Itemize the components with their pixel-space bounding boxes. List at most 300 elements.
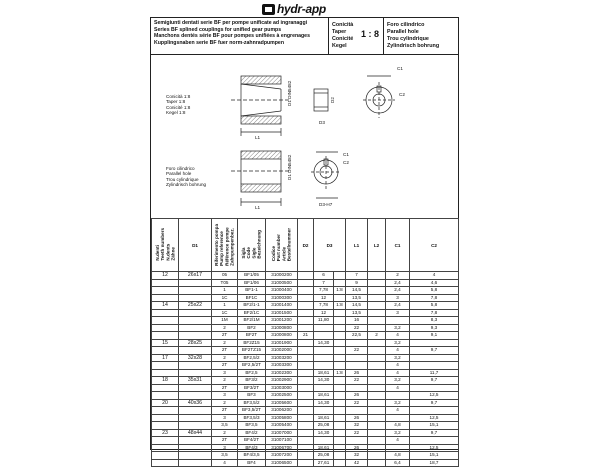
cell-l2	[368, 362, 386, 370]
cell-c2: 5,8	[410, 287, 459, 295]
cell-d2	[298, 347, 314, 355]
cell-teeth	[152, 392, 179, 400]
cell-l1: 26	[346, 444, 368, 452]
dim-d1-parallel: D1 DIN5482	[287, 154, 292, 180]
cell-pump: 1	[212, 287, 238, 295]
cell-l2	[368, 444, 386, 452]
cell-c1: 4	[386, 437, 410, 445]
cell-d3	[314, 437, 334, 445]
cell-d3: 7,78	[314, 287, 334, 295]
cell-taper	[334, 339, 346, 347]
cell-taper	[334, 272, 346, 280]
cell-teeth	[152, 279, 179, 287]
cell-taper	[334, 407, 346, 415]
cell-d3: 18,61	[314, 444, 334, 452]
cell-c2: 7,8	[410, 294, 459, 302]
cell-pump: 2T	[212, 347, 238, 355]
col-c2: C2	[410, 219, 459, 272]
cell-teeth	[152, 407, 179, 415]
cell-d2	[298, 302, 314, 310]
cell-teeth	[152, 347, 179, 355]
dim-l1-parallel: L1	[255, 205, 261, 210]
header-title-fr: Manchons dentés série BF pour pompes unifiées à engrenages	[154, 33, 310, 40]
table-row	[152, 452, 459, 460]
cell-l2	[368, 294, 386, 302]
cell-l2	[368, 279, 386, 287]
col-d3: D3	[314, 219, 346, 272]
cell-d3	[314, 354, 334, 362]
cell-l2	[368, 399, 386, 407]
cell-d3: 11,80	[314, 317, 334, 325]
cell-l2	[368, 287, 386, 295]
cell-pump: 2T	[212, 407, 238, 415]
brand-name: hydr-app	[277, 2, 326, 16]
table-row	[152, 272, 459, 280]
cell-c1	[386, 444, 410, 452]
cell-taper	[334, 429, 346, 437]
cell-teeth: 14	[152, 302, 179, 310]
cell-l2	[368, 392, 386, 400]
cell-d3: 14,30	[314, 377, 334, 385]
cell-teeth: 18	[152, 377, 179, 385]
cell-d1	[179, 437, 212, 445]
header-title-it: Semigiunti dentati serie BF per pompe unificate ad ingranaggi	[154, 20, 308, 26]
cell-l2	[368, 347, 386, 355]
cell-c1: 6,4	[386, 459, 410, 467]
table-row	[152, 444, 459, 452]
cell-l1	[346, 362, 368, 370]
cell-pump: 1C	[212, 294, 238, 302]
cell-code: 31002300	[266, 369, 298, 377]
cell-taper	[334, 294, 346, 302]
table-row	[152, 287, 459, 295]
cell-pump: 1M	[212, 317, 238, 325]
cell-taper	[334, 422, 346, 430]
cell-c2: 9,7	[410, 399, 459, 407]
cell-sigla: BF3	[238, 392, 266, 400]
cell-d2	[298, 279, 314, 287]
cell-code: 31000800	[266, 324, 298, 332]
cell-teeth	[152, 437, 179, 445]
cell-d1: 48x44	[179, 429, 212, 437]
cell-pump: 3	[212, 392, 238, 400]
cell-sigla: BF3,5/2	[238, 399, 266, 407]
cell-code: 31001900	[266, 339, 298, 347]
cell-d3: 25,08	[314, 452, 334, 460]
cell-sigla: BF2,5	[238, 369, 266, 377]
cell-c1: 3,2	[386, 324, 410, 332]
cell-d1	[179, 444, 212, 452]
cell-taper	[334, 279, 346, 287]
cell-c2: 9,7	[410, 347, 459, 355]
dim-c1-parallel: C1	[343, 152, 349, 157]
taper-ratio: 1 : 8	[360, 29, 379, 39]
cell-code: 31002500	[266, 392, 298, 400]
cell-d3: 12	[314, 309, 334, 317]
cell-l1	[346, 354, 368, 362]
cell-d1	[179, 392, 212, 400]
cell-c1: 4	[386, 407, 410, 415]
cell-c1	[386, 317, 410, 325]
cell-pump: 2T	[212, 384, 238, 392]
cell-teeth	[152, 414, 179, 422]
cell-pump: 3	[212, 414, 238, 422]
cell-d2	[298, 354, 314, 362]
cell-l1: 32	[346, 452, 368, 460]
header-title-en: Series BF splined couplings for unified gear pumps	[154, 26, 282, 33]
cell-d2	[298, 317, 314, 325]
cell-l1: 26	[346, 369, 368, 377]
cell-c1: 3	[386, 309, 410, 317]
cell-d2	[298, 294, 314, 302]
cell-d1	[179, 332, 212, 340]
cell-taper: 1:8	[334, 369, 346, 377]
table-row	[152, 377, 459, 385]
cell-code: 31001400	[266, 302, 298, 310]
cell-pump: 2T	[212, 362, 238, 370]
cell-taper	[334, 354, 346, 362]
table-row	[152, 332, 459, 340]
cell-sigla: BF4	[238, 459, 266, 467]
cell-c1: 2	[386, 272, 410, 280]
cell-pump: 1	[212, 302, 238, 310]
logo-mark-icon	[262, 4, 275, 15]
cell-sigla: BF2	[238, 324, 266, 332]
cell-teeth: 15	[152, 339, 179, 347]
table-body	[152, 272, 459, 467]
technical-drawing	[151, 56, 458, 218]
col-d2: D2	[298, 219, 314, 272]
cell-l1: 22	[346, 429, 368, 437]
cell-taper	[334, 459, 346, 467]
cell-c1: 2,4	[386, 302, 410, 310]
cell-c1: 4	[386, 362, 410, 370]
cell-d1	[179, 309, 212, 317]
col-l1: L1	[346, 219, 368, 272]
dim-d1-taper: D1 DIN5482	[287, 80, 292, 106]
cell-d3: 14,30	[314, 429, 334, 437]
cell-d1: 25x22	[179, 302, 212, 310]
taper-fr: Conicité	[332, 36, 354, 42]
col-d1: D1	[179, 219, 212, 272]
cell-teeth	[152, 324, 179, 332]
cell-d1	[179, 294, 212, 302]
cell-c2: 12,5	[410, 444, 459, 452]
dim-d3-taper: D3	[319, 120, 325, 125]
cell-taper	[334, 384, 346, 392]
cell-l2	[368, 407, 386, 415]
cell-l1: 16	[346, 317, 368, 325]
cell-code: 31003200	[266, 354, 298, 362]
cell-sigla: BF3/2T	[238, 384, 266, 392]
cell-d3: 6	[314, 272, 334, 280]
cell-l1: 22,5	[346, 332, 368, 340]
cell-d3: 18,61	[314, 369, 334, 377]
cell-l2	[368, 377, 386, 385]
cell-l2	[368, 309, 386, 317]
cell-taper	[334, 317, 346, 325]
cell-pump: 3,5	[212, 422, 238, 430]
table-row	[152, 422, 459, 430]
cell-l1: 42	[346, 459, 368, 467]
table-row	[152, 407, 459, 415]
cell-d3: 7	[314, 279, 334, 287]
cell-d3: 14,30	[314, 339, 334, 347]
cell-teeth	[152, 384, 179, 392]
table-row	[152, 384, 459, 392]
cell-sigla: BF4/2	[238, 429, 266, 437]
taper-de: Kegel	[332, 43, 347, 49]
cell-taper	[334, 452, 346, 460]
cell-d3	[314, 347, 334, 355]
cell-sigla: BF2/1-1	[238, 302, 266, 310]
cell-code: 31006200	[266, 407, 298, 415]
cell-pump: 2T	[212, 437, 238, 445]
cell-l2	[368, 384, 386, 392]
cell-d3: 7,78	[314, 302, 334, 310]
cell-l2	[368, 354, 386, 362]
cell-c2	[410, 407, 459, 415]
cell-l1: 26	[346, 414, 368, 422]
cell-l2	[368, 452, 386, 460]
cell-sigla: BF2Z15	[238, 339, 266, 347]
cell-c2	[410, 339, 459, 347]
cell-l2: 2	[368, 332, 386, 340]
cell-pump: 3,5	[212, 452, 238, 460]
dim-c1-taper: C1	[397, 66, 403, 71]
cell-d1: 40x36	[179, 399, 212, 407]
cell-c1: 4	[386, 332, 410, 340]
parallel-hub-bottom-section	[241, 184, 281, 192]
cell-c2: 9,7	[410, 429, 459, 437]
cell-sigla: BF3,5/2T	[238, 407, 266, 415]
cell-l2	[368, 437, 386, 445]
cell-l1	[346, 384, 368, 392]
cell-sigla: BF3/2	[238, 377, 266, 385]
taper-en: Taper	[332, 29, 347, 35]
cell-sigla: BF1C	[238, 294, 266, 302]
cell-c1: 3,2	[386, 377, 410, 385]
cell-d1	[179, 384, 212, 392]
cell-c2: 4,6	[410, 279, 459, 287]
cell-sigla: BF2/1C	[238, 309, 266, 317]
cell-sigla: BF1/06	[238, 279, 266, 287]
dim-l1-taper: L1	[255, 135, 261, 140]
cell-l2	[368, 339, 386, 347]
cell-c2: 9,1	[410, 332, 459, 340]
cell-d1	[179, 362, 212, 370]
cell-code: 31001200	[266, 317, 298, 325]
cell-d1	[179, 407, 212, 415]
cell-teeth	[152, 332, 179, 340]
datasheet-page	[150, 17, 459, 465]
cell-c2: 5,8	[410, 302, 459, 310]
table-row	[152, 354, 459, 362]
cell-c2: 8,3	[410, 317, 459, 325]
cell-c1: 4,8	[386, 452, 410, 460]
cell-code: 31003300	[266, 362, 298, 370]
cell-c2: 12,5	[410, 414, 459, 422]
cell-d3	[314, 362, 334, 370]
cell-sigla: BF4/2T	[238, 437, 266, 445]
cell-l2	[368, 272, 386, 280]
cell-taper	[334, 347, 346, 355]
table-row	[152, 429, 459, 437]
cell-pump: T05	[212, 279, 238, 287]
cell-pump: 2	[212, 429, 238, 437]
cell-c1: 4,8	[386, 422, 410, 430]
dim-c2-taper: C2	[399, 92, 405, 97]
cell-l2	[368, 429, 386, 437]
cell-pump: 2T	[212, 332, 238, 340]
taper-key-view	[314, 89, 328, 111]
cell-c1: 4	[386, 347, 410, 355]
cell-code: 31000400	[266, 287, 298, 295]
cell-d2	[298, 437, 314, 445]
header-taper	[329, 18, 384, 54]
dim-c2-parallel: C2	[343, 160, 349, 165]
cell-l2	[368, 302, 386, 310]
cell-pump: 4	[212, 459, 238, 467]
cell-d2	[298, 309, 314, 317]
table-row	[152, 399, 459, 407]
cell-d3	[314, 384, 334, 392]
cell-c1	[386, 392, 410, 400]
header-title-de: Kupplingsnaben serie BF fuer norm-zahnradpumpen	[154, 39, 284, 46]
cell-teeth	[152, 452, 179, 460]
brand-logo	[262, 2, 326, 16]
cell-d1: 32x28	[179, 354, 212, 362]
cell-d2	[298, 444, 314, 452]
cell-pump: 2	[212, 354, 238, 362]
cell-c1: 2,4	[386, 287, 410, 295]
cell-d3	[314, 407, 334, 415]
cell-l1: 14,5	[346, 287, 368, 295]
table-header-row	[152, 219, 459, 272]
cell-c2: 4	[410, 272, 459, 280]
cell-c1	[386, 414, 410, 422]
cell-l2	[368, 324, 386, 332]
cell-c1: 2,4	[386, 279, 410, 287]
cell-d3: 27,61	[314, 459, 334, 467]
cell-sigla: BF4/3	[238, 444, 266, 452]
taper-it: Conicità	[332, 22, 354, 28]
parallel-fr: Trou cylindrique	[387, 36, 429, 42]
cell-l1: 13,5	[346, 309, 368, 317]
cell-c1: 3,2	[386, 399, 410, 407]
header-title-lines	[151, 18, 329, 54]
cell-taper	[334, 399, 346, 407]
cell-l1	[346, 339, 368, 347]
cell-d1: 26x17	[179, 272, 212, 280]
cell-d2	[298, 392, 314, 400]
col-part-number: Codice Part number Article Bestellnummer	[266, 219, 298, 272]
cell-pump: 2	[212, 324, 238, 332]
cell-d1	[179, 347, 212, 355]
cell-teeth	[152, 362, 179, 370]
parallel-drawing-label: Foro cilindrico Parallel hole Trou cylindrique Zylindrisch bohrung	[166, 166, 207, 188]
cell-pump: 3	[212, 369, 238, 377]
cell-code: 31002000	[266, 347, 298, 355]
table-row	[152, 309, 459, 317]
col-code: Sigla Code Sigle Bezeichnung	[238, 219, 266, 272]
cell-code: 31002900	[266, 377, 298, 385]
cell-c1: 4	[386, 369, 410, 377]
cell-c1: 3,2	[386, 429, 410, 437]
cell-d2	[298, 414, 314, 422]
cell-d3	[314, 324, 334, 332]
cell-teeth: 17	[152, 354, 179, 362]
cell-sigla: BF1-1	[238, 287, 266, 295]
cell-l1: 32	[346, 422, 368, 430]
cell-code: 31001500	[266, 309, 298, 317]
cell-d1	[179, 452, 212, 460]
taper-hub-bottom-section	[241, 116, 281, 124]
cell-d2	[298, 362, 314, 370]
cell-c2: 9,7	[410, 377, 459, 385]
cell-sigla: BF2/1M	[238, 317, 266, 325]
cell-c2: 15,1	[410, 452, 459, 460]
cell-teeth	[152, 309, 179, 317]
cell-code: 31003000	[266, 384, 298, 392]
cell-d3: 25,08	[314, 422, 334, 430]
cell-taper	[334, 362, 346, 370]
cell-d1: 35x31	[179, 377, 212, 385]
cell-taper	[334, 392, 346, 400]
cell-l1	[346, 437, 368, 445]
cell-c1: 3,2	[386, 339, 410, 347]
cell-code: 31005400	[266, 422, 298, 430]
cell-code: 31005600	[266, 399, 298, 407]
cell-sigla: BF3,5/3	[238, 414, 266, 422]
table-row	[152, 392, 459, 400]
col-l2: L2	[368, 219, 386, 272]
cell-d2	[298, 429, 314, 437]
drawing-svg	[151, 56, 458, 218]
cell-code: 31005800	[266, 414, 298, 422]
cell-d2	[298, 459, 314, 467]
cell-l1: 22	[346, 399, 368, 407]
cell-d2	[298, 272, 314, 280]
cell-d2: 21	[298, 332, 314, 340]
parallel-it: Foro cilindrico	[387, 22, 425, 28]
cell-d2	[298, 384, 314, 392]
cell-taper	[334, 324, 346, 332]
cell-c2: 12,5	[410, 392, 459, 400]
cell-pump: 1C	[212, 309, 238, 317]
cell-l1: 26	[346, 392, 368, 400]
cell-c2: 15,1	[410, 422, 459, 430]
cell-l2	[368, 422, 386, 430]
cell-l1: 13,5	[346, 294, 368, 302]
cell-c2	[410, 437, 459, 445]
cell-d1	[179, 287, 212, 295]
cell-l1: 22	[346, 347, 368, 355]
cell-c2: 7,8	[410, 309, 459, 317]
cell-l1: 22	[346, 324, 368, 332]
cell-d2	[298, 369, 314, 377]
cell-d3: 18,61	[314, 414, 334, 422]
cell-code: 31007100	[266, 437, 298, 445]
cell-c1: 3	[386, 294, 410, 302]
table-row	[152, 324, 459, 332]
cell-code: 31000500	[266, 279, 298, 287]
taper-hub-top-section	[241, 76, 281, 84]
taper-drawing-label: Conicità 1:8 Taper 1:8 Conicité 1:8 Kegel 1:8	[166, 94, 191, 116]
cell-taper	[334, 444, 346, 452]
cell-taper	[334, 309, 346, 317]
cell-code: 31006700	[266, 444, 298, 452]
